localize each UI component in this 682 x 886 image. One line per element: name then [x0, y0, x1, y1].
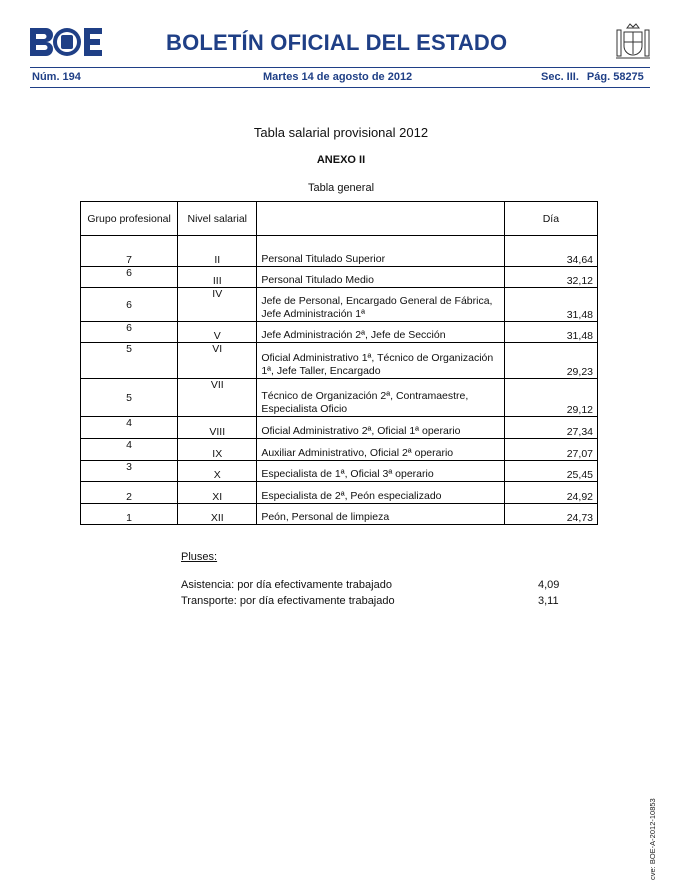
- cell-description: Oficial Administrativo 2ª, Oficial 1ª operario: [257, 417, 504, 439]
- cve-identifier: cve: BOE-A-2012-10853: [648, 798, 657, 880]
- cell-group: 6: [81, 288, 178, 322]
- cell-description: Especialista de 2ª, Peón especializado: [257, 482, 504, 504]
- table-row: [81, 504, 598, 525]
- header-description: [257, 202, 504, 236]
- plus-value-attendance: 4,09: [538, 579, 560, 591]
- annex-heading: ANEXO II: [316, 154, 366, 166]
- cell-level: V: [178, 322, 257, 343]
- cell-group: 5: [81, 379, 178, 417]
- gazette-title: BOLETÍN OFICIAL DEL ESTADO: [166, 30, 508, 55]
- cell-group: 6: [81, 267, 178, 288]
- cell-group: 4: [81, 417, 178, 439]
- header-day: Día: [504, 202, 597, 236]
- pluses-heading: Pluses:: [181, 551, 218, 563]
- cell-description: Técnico de Organización 2ª, Contramaestre, Especialista Oficio: [257, 379, 504, 417]
- table-header-row: [81, 202, 598, 236]
- section-page: [541, 71, 644, 83]
- table-row: [81, 343, 598, 379]
- plus-value-transport: 3,11: [538, 595, 559, 607]
- cell-group: 6: [81, 322, 178, 343]
- table-row: [81, 439, 598, 461]
- cell-group: 5: [81, 343, 178, 379]
- cell-day: 29,23: [504, 343, 597, 379]
- cell-level: IV: [178, 288, 257, 322]
- cell-description: Personal Titulado Superior: [257, 236, 504, 267]
- header-rule-top: [30, 67, 650, 68]
- issue-date: Martes 14 de agosto de 2012: [263, 71, 413, 83]
- cell-group: 7: [81, 236, 178, 267]
- cell-day: 32,12: [504, 267, 597, 288]
- section-label: Sec. III.: [541, 71, 579, 83]
- cell-day: 24,92: [504, 482, 597, 504]
- plus-label-transport: Transporte: por día efectivamente trabajado: [181, 595, 395, 607]
- cell-description: Personal Titulado Medio: [257, 267, 504, 288]
- table-row: [81, 379, 598, 417]
- header-level: Nivel salarial: [178, 202, 257, 236]
- cell-day: 25,45: [504, 461, 597, 482]
- cell-group: 2: [81, 482, 178, 504]
- table-row: [81, 288, 598, 322]
- plus-label-attendance: Asistencia: por día efectivamente trabajado: [181, 579, 392, 591]
- cell-description: Peón, Personal de limpieza: [257, 504, 504, 525]
- page-label: Pág. 58275: [586, 71, 644, 83]
- table-row: [81, 267, 598, 288]
- cell-day: 29,12: [504, 379, 597, 417]
- cell-day: 34,64: [504, 236, 597, 267]
- cell-level: III: [178, 267, 257, 288]
- cell-level: XI: [178, 482, 257, 504]
- table-row: [81, 236, 598, 267]
- table-subtitle: Tabla general: [307, 182, 375, 194]
- document-title: Tabla salarial provisional 2012: [253, 125, 429, 140]
- issue-number: Núm. 194: [32, 71, 81, 83]
- cell-level: VIII: [178, 417, 257, 439]
- cell-level: VI: [178, 343, 257, 379]
- coat-of-arms-icon: [614, 22, 652, 62]
- cell-level: VII: [178, 379, 257, 417]
- cell-day: 27,07: [504, 439, 597, 461]
- cell-level: II: [178, 236, 257, 267]
- cell-group: 3: [81, 461, 178, 482]
- table-row: [81, 322, 598, 343]
- table-row: [81, 417, 598, 439]
- cell-level: X: [178, 461, 257, 482]
- cell-description: Jefe Administración 2ª, Jefe de Sección: [257, 322, 504, 343]
- cell-description: Jefe de Personal, Encargado General de Fábrica, Jefe Administración 1ª: [257, 288, 504, 322]
- cell-day: 31,48: [504, 288, 597, 322]
- cell-description: Oficial Administrativo 1ª, Técnico de Organización 1ª, Jefe Taller, Encargado: [257, 343, 504, 379]
- cell-description: Especialista de 1ª, Oficial 3ª operario: [257, 461, 504, 482]
- cell-day: 31,48: [504, 322, 597, 343]
- cell-day: 27,34: [504, 417, 597, 439]
- cell-description: Auxiliar Administrativo, Oficial 2ª operario: [257, 439, 504, 461]
- header-rule-bottom: [30, 87, 650, 88]
- boe-logo: [30, 26, 102, 58]
- cell-day: 24,73: [504, 504, 597, 525]
- salary-table: [80, 201, 598, 525]
- cell-group: 1: [81, 504, 178, 525]
- cell-group: 4: [81, 439, 178, 461]
- cell-level: XII: [178, 504, 257, 525]
- table-row: [81, 482, 598, 504]
- table-row: [81, 461, 598, 482]
- header-group: Grupo profesional: [81, 202, 178, 236]
- cell-level: IX: [178, 439, 257, 461]
